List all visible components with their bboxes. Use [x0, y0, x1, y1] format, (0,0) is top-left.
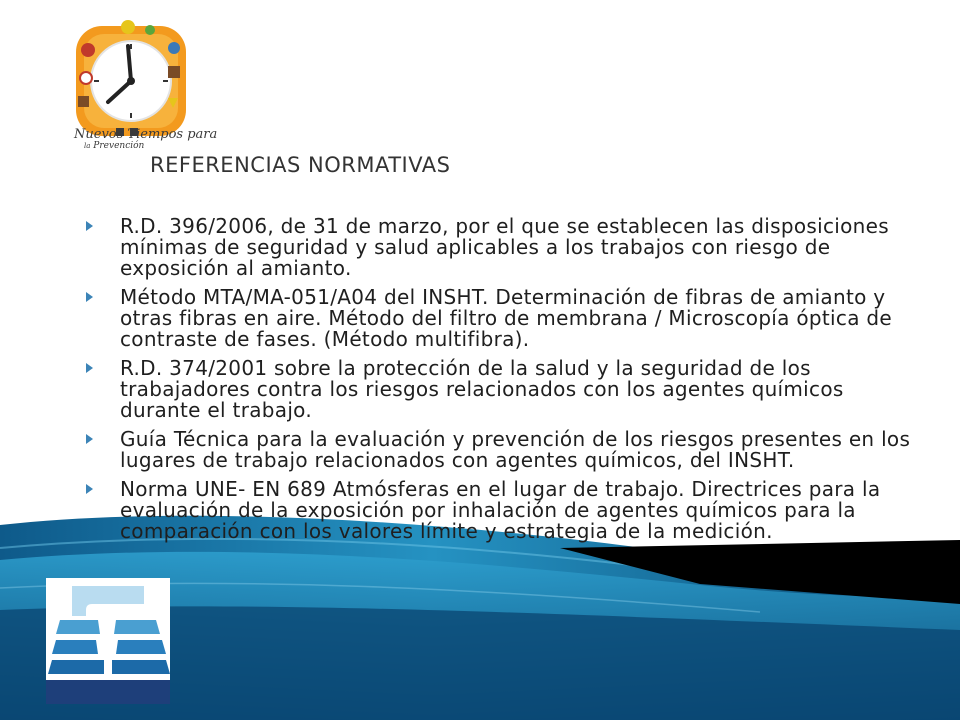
logo-text [74, 128, 217, 151]
list-item-text: Norma UNE- EN 689 Atmósferas en el lugar de trabajo. Directrices para la evaluación de la exposición por inhalación de agentes químicos para la comparación con los valores límite y estrategia de la medición. [120, 477, 881, 543]
references-list [86, 216, 926, 550]
logo-line2 [84, 142, 217, 151]
bullet-arrow-icon [86, 363, 93, 373]
bullet-arrow-icon [86, 434, 93, 444]
list-item-text: R.D. 396/2006, de 31 de marzo, por el que se establecen las disposiciones mínimas de seguridad y salud aplicables a los trabajos con riesgo de exposición al amianto. [120, 214, 889, 280]
emblem-logo-icon [46, 578, 170, 704]
list-item-text: Guía Técnica para la evaluación y prevención de los riesgos presentes en los lugares de trabajo relacionados con agentes químicos, del INSHT. [120, 427, 911, 472]
list-item [86, 429, 926, 471]
list-item [86, 358, 926, 421]
list-item [86, 479, 926, 542]
bullet-arrow-icon [86, 292, 93, 302]
bullet-arrow-icon [86, 221, 93, 231]
list-item-text: Método MTA/MA-051/A04 del INSHT. Determinación de fibras de amianto y otras fibras en aire. Método del filtro de membrana / Microscopía óptica de contraste de fases. (Método multifibra). [120, 285, 893, 351]
list-item [86, 287, 926, 350]
bullet-arrow-icon [86, 484, 93, 494]
logo-line2-prefix: la [84, 142, 91, 150]
list-item [86, 216, 926, 279]
list-item-text: R.D. 374/2001 sobre la protección de la salud y la seguridad de los trabajadores contra los riesgos relacionados con los agentes químicos durante el trabajo. [120, 356, 844, 422]
slide-title: REFERENCIAS NORMATIVAS [150, 153, 451, 177]
logo-line1: Nuevos Tiempos para [74, 127, 218, 142]
logo-line2-main: Prevención [93, 141, 145, 151]
